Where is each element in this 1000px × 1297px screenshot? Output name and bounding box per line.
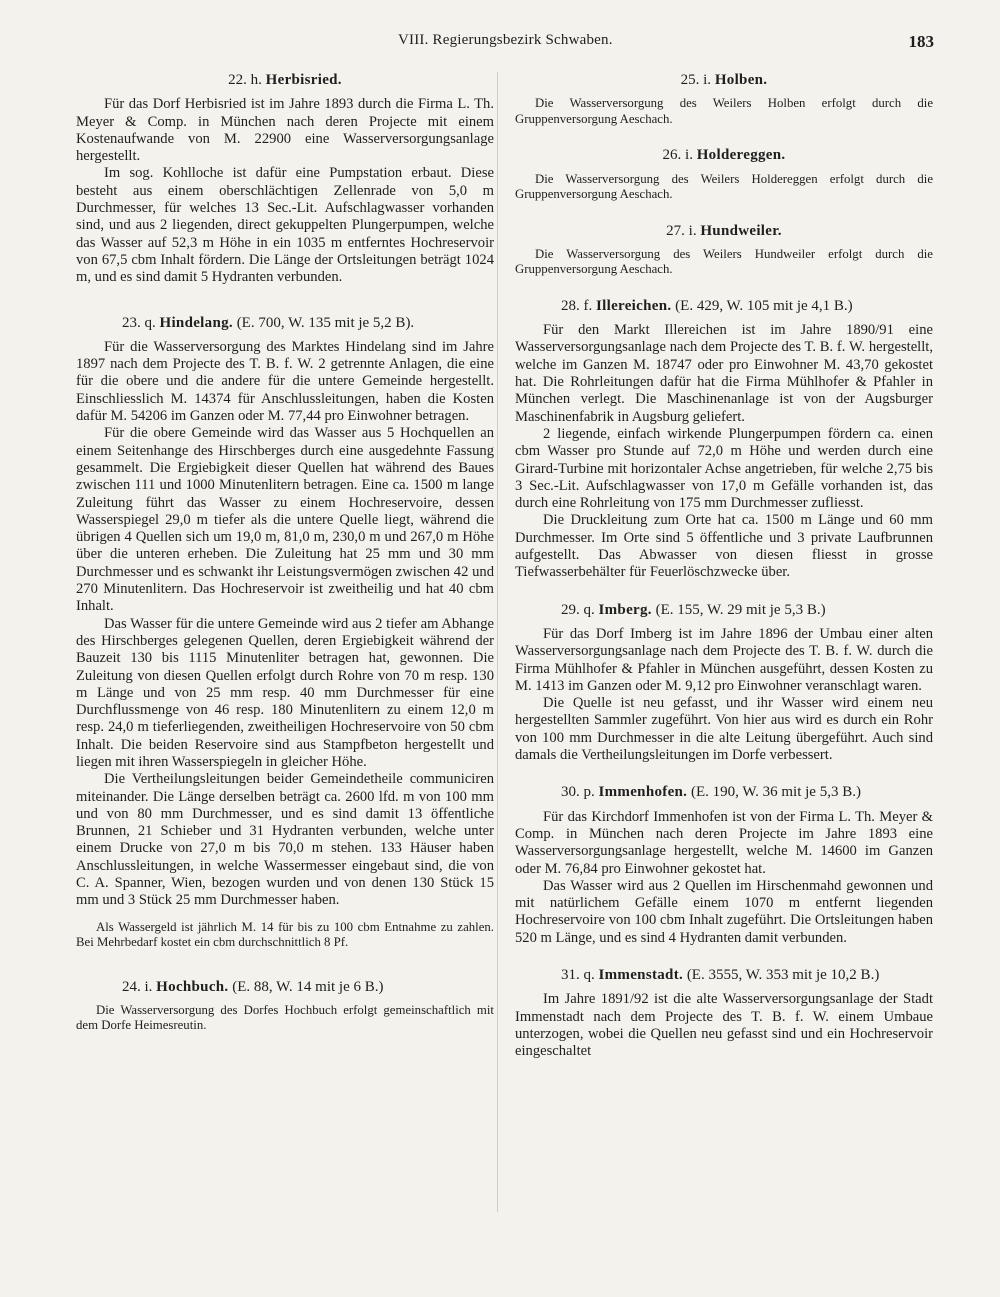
entry-heading-hindelang — [76, 315, 494, 332]
page-number: 183 — [908, 32, 934, 51]
paragraph: Für die obere Gemeinde wird das Wasser aus 5 Hochquellen an einem Seitenhange des Hirschberges durch eine ausgedehnte Fassung gesammelt. Die Ergiebigkeit dieser Quellen hat während des Baues zwischen 111 und 1000 Minutenlitern betragen. Eine ca. 1500 m lange Zuleitung führt das Wasser zu einem Hochreservoire, dessen Wasserspiegel 29,0 m tiefer als die untere Quelle liegt, während die übrigen 4 Quellen sich um 19,0 m, 81,0 m, 230,0 m und 267,0 m Höhe über die unteren erheben. Die Zuleitung hat 25 mm und 30 mm Durchmesser und es schwankt ihr Leistungsvermögen zwischen 42 und 270 Minutenlitern. Das Hochreservoir ist zweitheilig und hat 40 cbm Inhalt. — [76, 425, 494, 615]
entry-name: Holdereggen. — [696, 147, 786, 164]
entry-name: Hochbuch. — [156, 978, 229, 995]
entry-stats: (E. 3555, W. 353 mit je 10,2 B.) — [683, 966, 880, 983]
note-paragraph: Als Wassergeld ist jährlich M. 14 für bis zu 100 cbm Entnahme zu zahlen. Bei Mehrbedarf kostet ein cbm durchschnittlich 8 Pf. — [76, 919, 494, 950]
note-paragraph: Die Wasserversorgung des Weilers Holdereggen erfolgt durch die Gruppenversorgung Aeschach. — [515, 171, 933, 202]
note-paragraph: Die Wasserversorgung des Weilers Holben erfolgt durch die Gruppenversorgung Aeschach. — [515, 96, 933, 126]
entry-number: 23. q. — [122, 314, 160, 331]
entry-heading-holdereggen — [515, 147, 933, 164]
paragraph: Die Quelle ist neu gefasst, und ihr Wasser wird einem neu hergestellten Sammler zugeführt. Von hier aus wird es durch ein Rohr von 100 mm Durchmesser in die alte Leitung übergeführt. Auch sind damals die Vertheilungsleitungen im Dorfe verbessert. — [515, 695, 933, 764]
paragraph: Die Vertheilungsleitungen beider Gemeindetheile communiciren miteinander. Die Länge derselben beträgt ca. 2600 lfd. m von 100 mm und von 80 mm Durchmesser, und es sind damit 13 öffentliche Brunnen, 21 Schieber und 31 Hydranten verbunden, welche unter einem Drucke von 27,0 m bis 70,0 m stehen. 133 Häuser haben Anschlussleitungen, in welche Wassermesser eingebaut sind, die von C. A. Spanner, Wien, bezogen wurden und von denen 130 Stück 15 mm und 3 Stück 25 mm Durchmesser haben. — [76, 771, 494, 909]
entry-heading-hundweiler — [515, 223, 933, 240]
paragraph: Für das Kirchdorf Immenhofen ist von der Firma L. Th. Meyer & Comp. in München nach deren Projecte im Jahre 1893 eine Wasserversorgungsanlage hergestellt, welche M. 14600 im Ganzen oder M. 76,84 pro Einwohner gekostet hat. — [515, 808, 933, 877]
paragraph: Für den Markt Illereichen ist im Jahre 1890/91 eine Wasserversorgungsanlage nach dem Projecte des T. B. f. W. hergestellt, welche im Ganzen M. 18747 oder pro Einwohner M. 43,70 gekostet hat. Die Rohrleitungen dafür hat die Firma Mühlhofer & Pfahler in München verlegt. Die Maschinenanlage ist von der Augsburger Maschinenfabrik in Augsburg geliefert. — [515, 322, 933, 425]
entry-name: Illereichen. — [596, 297, 672, 314]
entry-heading-immenhofen — [515, 784, 933, 801]
entry-heading-hochbuch — [76, 979, 494, 996]
entry-heading-illereichen — [515, 298, 933, 315]
entry-name: Immenhofen. — [598, 784, 688, 801]
entry-name: Hundweiler. — [700, 222, 782, 239]
entry-heading-imberg — [515, 602, 933, 619]
entry-number: 31. q. — [561, 966, 599, 983]
entry-number: 28. f. — [561, 297, 596, 314]
entry-heading-holben — [515, 72, 933, 89]
entry-heading-immenstadt — [515, 967, 933, 984]
entry-stats: (E. 190, W. 36 mit je 5,3 B.) — [687, 784, 861, 801]
entry-name: Herbisried. — [265, 72, 342, 88]
note-paragraph: Die Wasserversorgung des Weilers Hundweiler erfolgt durch die Gruppenversorgung Aeschach. — [515, 246, 933, 277]
entry-number: 25. i. — [680, 72, 715, 88]
paragraph: Im sog. Kohlloche ist dafür eine Pumpstation erbaut. Diese besteht aus einem oberschlächtigen Zellenrade von 5,0 m Durchmesser, für welches 13 Sec.-Lit. Aufschlagwasser vorhanden sind, und aus 2 liegenden, direct gekuppelten Plungerpumpen, welche das Wasser auf 52,3 m Höhe in ein 1035 m entferntes Hochreservoir von 67,5 cbm Inhalt fördern. Die Länge der Ortsleitungen beträgt 1024 m, und es sind damit 5 Hydranten verbunden. — [76, 165, 494, 286]
entry-name: Holben. — [714, 72, 768, 88]
entry-name: Hindelang. — [159, 314, 233, 331]
paragraph: Die Druckleitung zum Orte hat ca. 1500 m Länge und 60 mm Durchmesser. Im Orte sind 5 öffentliche und 3 private Laufbrunnen aufgestellt. Das Abwasser von diesen fliesst in grosse Tiefwasserbehälter für Feuerlöschzwecke über. — [515, 512, 933, 581]
entry-stats: (E. 700, W. 135 mit je 5,2 B). — [232, 314, 415, 331]
entry-number: 30. p. — [561, 784, 599, 801]
paragraph: Das Wasser für die untere Gemeinde wird aus 2 tiefer am Abhange des Hirschberges gelegenen Quellen, deren Ergiebigkeit während der Bauzeit 130 bis 1115 Minutenliter betragen hat, gewonnen. Die Zuleitung von diesen Quellen erfolgt durch Rohre von 70 m resp. 130 m Länge und von 25 mm resp. 40 mm Durchmesser für eine Durchflussmenge von 46 resp. 180 Minutenlitern zu einem 12,0 m resp. 24,0 m tieferliegenden, zweitheiligen Hochreservoire von 50 cbm Inhalt. Die beiden Reservoire sind aus Stampfbeton hergestellt und liegen mit ihren Wasserspiegeln in gleicher Höhe. — [76, 615, 494, 770]
paragraph: 2 liegende, einfach wirkende Plungerpumpen fördern ca. einen cbm Wasser pro Stunde auf 72,0 m Höhe und werden durch eine Girard-Turbine mit horizontaler Achse angetrieben, für welche 2,75 bis 3 Sec.-Lit. Aufschlagwasser von 17,0 m Gefälle vorhanden ist, das durch eine Rohrleitung von 175 mm Durchmesser zufliesst. — [515, 425, 933, 512]
entry-stats: (E. 88, W. 14 mit je 6 B.) — [228, 978, 384, 995]
paragraph: Für das Dorf Imberg ist im Jahre 1896 der Umbau einer alten Wasserversorgungsanlage nach dem Projecte des T. B. f. W. durch die Firma Mühlhofer & Pfahler in München ausgeführt, dessen Kosten zu M. 1413 im Ganzen oder M. 9,12 pro Einwohner veranschlagt waren. — [515, 625, 933, 694]
entry-heading-herbisried — [76, 72, 494, 89]
entry-number: 26. i. — [662, 147, 697, 164]
column-divider — [497, 72, 498, 1212]
entry-number: 27. i. — [666, 222, 701, 239]
note-paragraph: Die Wasserversorgung des Dorfes Hochbuch erfolgt gemeinschaftlich mit dem Dorfe Heimesreutin. — [76, 1002, 494, 1033]
entry-name: Immenstadt. — [598, 966, 684, 983]
paragraph: Im Jahre 1891/92 ist die alte Wasserversorgungsanlage der Stadt Immenstadt nach dem Projecte des T. B. f. W. einem Umbaue unterzogen, wobei die Quellen neu gefasst sind und ein Hochreservoir eingeschaltet — [515, 991, 933, 1060]
paragraph: Das Wasser wird aus 2 Quellen im Hirschenmahd gewonnen und mit natürlichem Gefälle einem 1070 m entfernt liegenden Hochreservoire von 100 cbm Inhalt zugeführt. Die Ortsleitungen haben 520 m Länge, und es sind 4 Hydranten damit verbunden. — [515, 877, 933, 946]
entry-name: Imberg. — [598, 601, 652, 618]
running-head: VIII. Regierungsbezirk Schwaben. — [398, 32, 613, 48]
paragraph: Für das Dorf Herbisried ist im Jahre 1893 durch die Firma L. Th. Meyer & Comp. in München nach deren Projecte mit einem Kostenaufwande von M. 22900 eine Wasserversorgungsanlage hergestellt. — [76, 96, 494, 165]
entry-number: 24. i. — [122, 978, 157, 995]
right-column — [515, 72, 933, 1060]
left-column — [76, 72, 494, 1034]
entry-number: 29. q. — [561, 601, 599, 618]
entry-number: 22. h. — [228, 72, 266, 88]
paragraph: Für die Wasserversorgung des Marktes Hindelang sind im Jahre 1897 nach dem Projecte des T. B. f. W. 2 getrennte Anlagen, die eine für die obere und die andere für die untere Gemeinde hergestellt. Einschliesslich M. 14374 für Anschlussleitungen, haben die Kosten dafür M. 54206 im Ganzen oder M. 77,44 pro Einwohner betragen. — [76, 338, 494, 425]
entry-stats: (E. 155, W. 29 mit je 5,3 B.) — [651, 601, 826, 618]
entry-stats: (E. 429, W. 105 mit je 4,1 B.) — [671, 297, 853, 314]
